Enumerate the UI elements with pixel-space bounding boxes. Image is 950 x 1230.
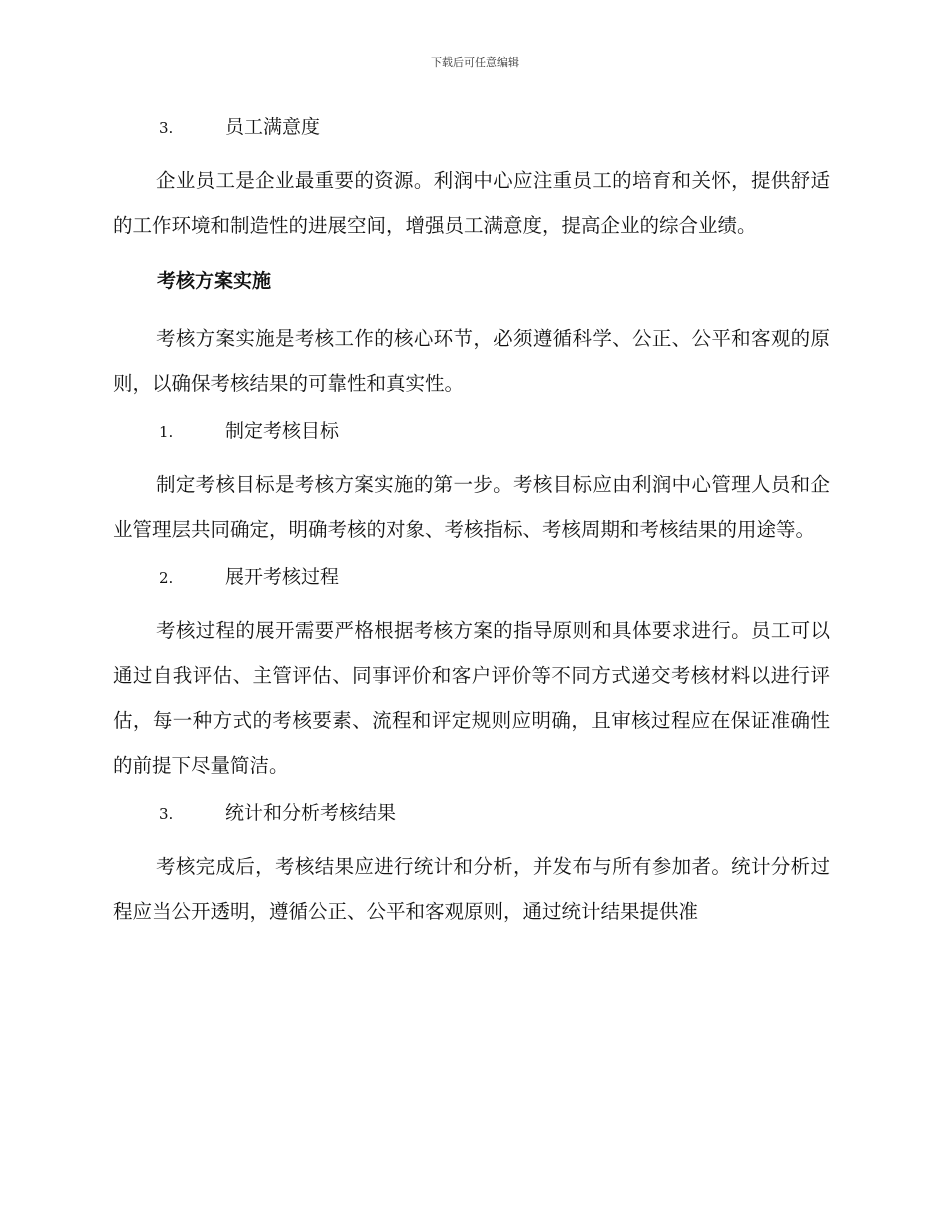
paragraph-implementation-intro: 考核方案实施是考核工作的核心环节，必须遵循科学、公正、公平和客观的原则，以确保考核结果的可靠性和真实性。 [113,327,830,395]
list-number: 3. [159,119,174,137]
list-item-employee-satisfaction [159,112,830,146]
document-body [113,112,830,944]
section-heading: 考核方案实施 [157,270,272,292]
list-number: 2. [159,569,174,587]
paragraph-assessment-process: 考核过程的展开需要严格根据考核方案的指导原则和具体要求进行。员工可以通过自我评估、主管评估、同事评价和客户评价等不同方式递交考核材料以进行评估，每一种方式的考核要素、流程和评定规则应明确，且审核过程应在保证准确性的前提下尽量简洁。 [113,619,830,777]
list-item-set-goals [159,416,830,450]
list-label: 展开考核过程 [225,566,340,588]
list-label: 员工满意度 [225,116,321,138]
list-item-statistics [159,798,830,832]
paragraph-statistics: 考核完成后，考核结果应进行统计和分析，并发布与所有参加者。统计分析过程应当公开透明，遵循公正、公平和客观原则，通过统计结果提供准 [113,855,830,923]
page-header: 下载后可任意编辑 [431,56,519,69]
list-number: 3. [159,805,174,823]
list-number: 1. [159,423,174,441]
list-label: 制定考核目标 [225,420,340,442]
list-item-assessment-process [159,562,830,596]
list-label: 统计和分析考核结果 [225,802,397,824]
paragraph-employee-satisfaction: 企业员工是企业最重要的资源。利润中心应注重员工的培育和关怀，提供舒适的工作环境和制造性的进展空间，增强员工满意度，提高企业的综合业绩。 [113,169,830,237]
paragraph-set-goals: 制定考核目标是考核方案实施的第一步。考核目标应由利润中心管理人员和企业管理层共同确定，明确考核的对象、考核指标、考核周期和考核结果的用途等。 [113,473,830,541]
